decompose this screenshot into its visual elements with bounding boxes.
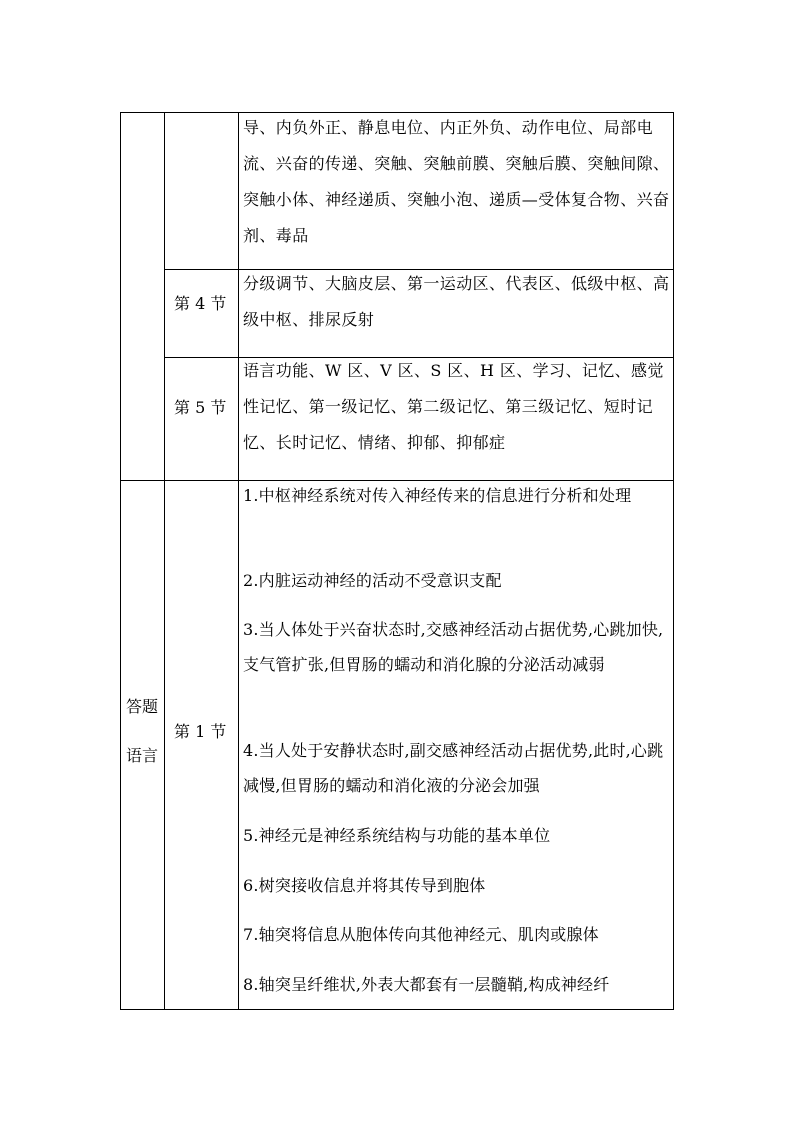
column-divider xyxy=(238,112,239,1010)
table-left-border xyxy=(120,112,121,1010)
terms-section-4-cell: 分级调节、大脑皮层、第一运动区、代表区、低级中枢、高级中枢、排尿反射 xyxy=(243,274,670,329)
section-label-5: 第 5 节 xyxy=(174,398,227,417)
category-label-line2: 语言 xyxy=(126,746,159,765)
table-right-border xyxy=(673,112,674,1010)
table-bottom-border xyxy=(120,1009,674,1010)
answer-item-3: 3.当人体处于兴奋状态时,交感神经活动占据优势,心跳加快,支气管扩张,但胃肠的蠕动和消化腺的分泌活动减弱 xyxy=(243,620,664,674)
answer-item-4: 4.当人处于安静状态时,副交感神经活动占据优势,此时,心跳减慢,但胃肠的蠕动和消化液的分泌会加强 xyxy=(243,741,664,795)
answer-item-8: 8.轴突呈纤维状,外表大都套有一层髓鞘,构成神经纤 xyxy=(243,975,610,994)
answer-item-6: 6.树突接收信息并将其传导到胞体 xyxy=(243,876,486,895)
answer-item-7: 7.轴突将信息从胞体传向其他神经元、肌肉或腺体 xyxy=(243,925,599,944)
category-label-line1: 答题 xyxy=(126,697,159,716)
answer-item-2: 2.内脏运动神经的活动不受意识支配 xyxy=(243,571,502,590)
terms-section-5-cell: 语言功能、W 区、V 区、S 区、H 区、学习、记忆、感觉性记忆、第一级记忆、第二级记忆、第三级记忆、短时记忆、长时记忆、情绪、抑郁、抑郁症 xyxy=(243,361,664,452)
column-divider xyxy=(164,112,165,1010)
terms-continued-cell: 导、内负外正、静息电位、内正外负、动作电位、局部电流、兴奋的传递、突触、突触前膜、突触后膜、突触间隙、突触小体、神经递质、突触小泡、递质—受体复合物、兴奋剂、毒品 xyxy=(243,118,670,245)
section-label-4: 第 4 节 xyxy=(174,294,227,313)
answer-item-1: 1.中枢神经系统对传入神经传来的信息进行分析和处理 xyxy=(243,486,632,505)
answer-item-5: 5.神经元是神经系统结构与功能的基本单位 xyxy=(243,826,551,845)
section-label-1: 第 1 节 xyxy=(174,722,227,741)
